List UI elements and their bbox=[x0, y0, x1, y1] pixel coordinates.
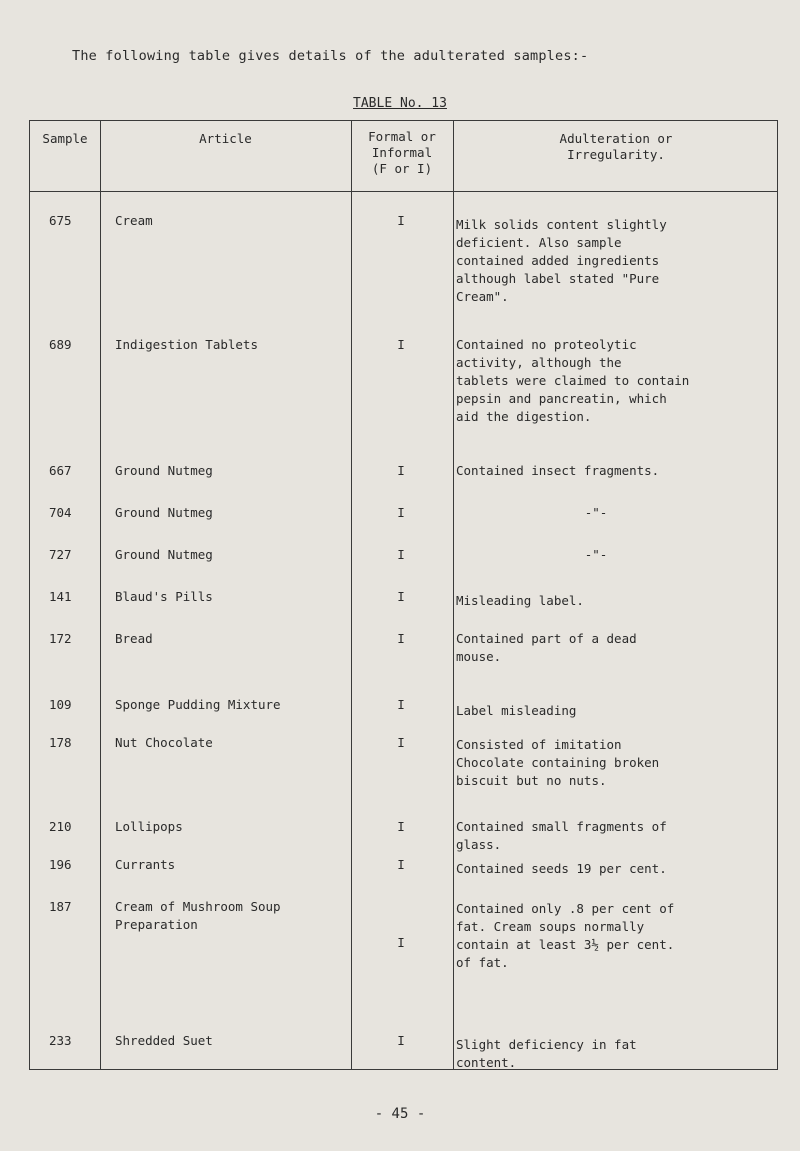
article-name: Ground Nutmeg bbox=[115, 505, 213, 520]
article-name: Shredded Suet bbox=[115, 1033, 213, 1048]
adulteration-detail: Misleading label. bbox=[456, 593, 584, 608]
article-name: Indigestion Tablets bbox=[115, 337, 258, 352]
article-name: Cream of Mushroom Soup Preparation bbox=[115, 899, 281, 932]
sample-number: 210 bbox=[49, 819, 72, 834]
article-name: Nut Chocolate bbox=[115, 735, 213, 750]
adulteration-detail: -"- bbox=[584, 547, 608, 562]
adulteration-detail: Contained seeds 19 per cent. bbox=[456, 861, 667, 876]
adulteration-detail: -"- bbox=[584, 505, 608, 520]
adulteration-detail: Contained no proteolytic activity, although the tablets were claimed to contain pepsin and pancreatin, which aid the digestion. bbox=[456, 337, 690, 424]
table-title bbox=[0, 96, 800, 111]
sample-number: 689 bbox=[49, 337, 72, 352]
article-name: Sponge Pudding Mixture bbox=[115, 697, 281, 712]
formal-informal: I bbox=[397, 735, 405, 750]
article-name: Blaud's Pills bbox=[115, 589, 213, 604]
table-title-text: TABLE No. 13 bbox=[353, 96, 447, 111]
article-name: Ground Nutmeg bbox=[115, 547, 213, 562]
adulteration-detail: Contained small fragments of glass. bbox=[456, 819, 667, 852]
formal-informal: I bbox=[397, 547, 405, 562]
formal-informal: I bbox=[397, 857, 405, 872]
header-divider bbox=[30, 191, 777, 192]
sample-number: 675 bbox=[49, 213, 72, 228]
adulteration-detail: Milk solids content slightly deficient. Also sample contained added ingredients although label stated "Pure Cream". bbox=[456, 217, 667, 304]
formal-informal: I bbox=[397, 1033, 405, 1048]
adulteration-detail: Contained only .8 per cent of fat. Cream soups normally contain at least 3½ per cent. of fat. bbox=[456, 901, 675, 970]
article-name: Ground Nutmeg bbox=[115, 463, 213, 478]
intro-text: The following table gives details of the adulterated samples:- bbox=[72, 48, 589, 64]
formal-informal: I bbox=[397, 505, 405, 520]
formal-informal: I bbox=[397, 463, 405, 478]
header-article: Article bbox=[199, 131, 252, 146]
sample-number: 109 bbox=[49, 697, 72, 712]
adulteration-detail: Slight deficiency in fat content. bbox=[456, 1037, 637, 1070]
sample-number: 141 bbox=[49, 589, 72, 604]
sample-number: 704 bbox=[49, 505, 72, 520]
adulteration-detail: Consisted of imitation Chocolate containing broken biscuit but no nuts. bbox=[456, 737, 660, 788]
formal-informal: I bbox=[397, 337, 405, 352]
sample-number: 196 bbox=[49, 857, 72, 872]
sample-number: 233 bbox=[49, 1033, 72, 1048]
formal-informal: I bbox=[397, 819, 405, 834]
sample-number: 187 bbox=[49, 899, 72, 914]
sample-number: 172 bbox=[49, 631, 72, 646]
header-sample: Sample bbox=[42, 131, 88, 146]
adulteration-detail: Label misleading bbox=[456, 703, 577, 718]
adulteration-detail: Contained part of a dead mouse. bbox=[456, 631, 637, 664]
page-number: - 45 - bbox=[374, 1106, 426, 1122]
article-name: Lollipops bbox=[115, 819, 183, 834]
header-adulteration: Adulteration or Irregularity. bbox=[559, 131, 673, 162]
sample-number: 667 bbox=[49, 463, 72, 478]
formal-informal: I bbox=[397, 589, 405, 604]
formal-informal: I bbox=[397, 935, 405, 950]
article-name: Cream bbox=[115, 213, 153, 228]
adulteration-detail: Contained insect fragments. bbox=[456, 463, 660, 478]
article-name: Bread bbox=[115, 631, 153, 646]
column-divider bbox=[453, 121, 454, 1069]
sample-number: 727 bbox=[49, 547, 72, 562]
sample-number: 178 bbox=[49, 735, 72, 750]
formal-informal: I bbox=[397, 697, 405, 712]
formal-informal: I bbox=[397, 631, 405, 646]
formal-informal: I bbox=[397, 213, 405, 228]
article-name: Currants bbox=[115, 857, 176, 872]
header-formal-informal: Formal or Informal (F or I) bbox=[368, 129, 436, 176]
